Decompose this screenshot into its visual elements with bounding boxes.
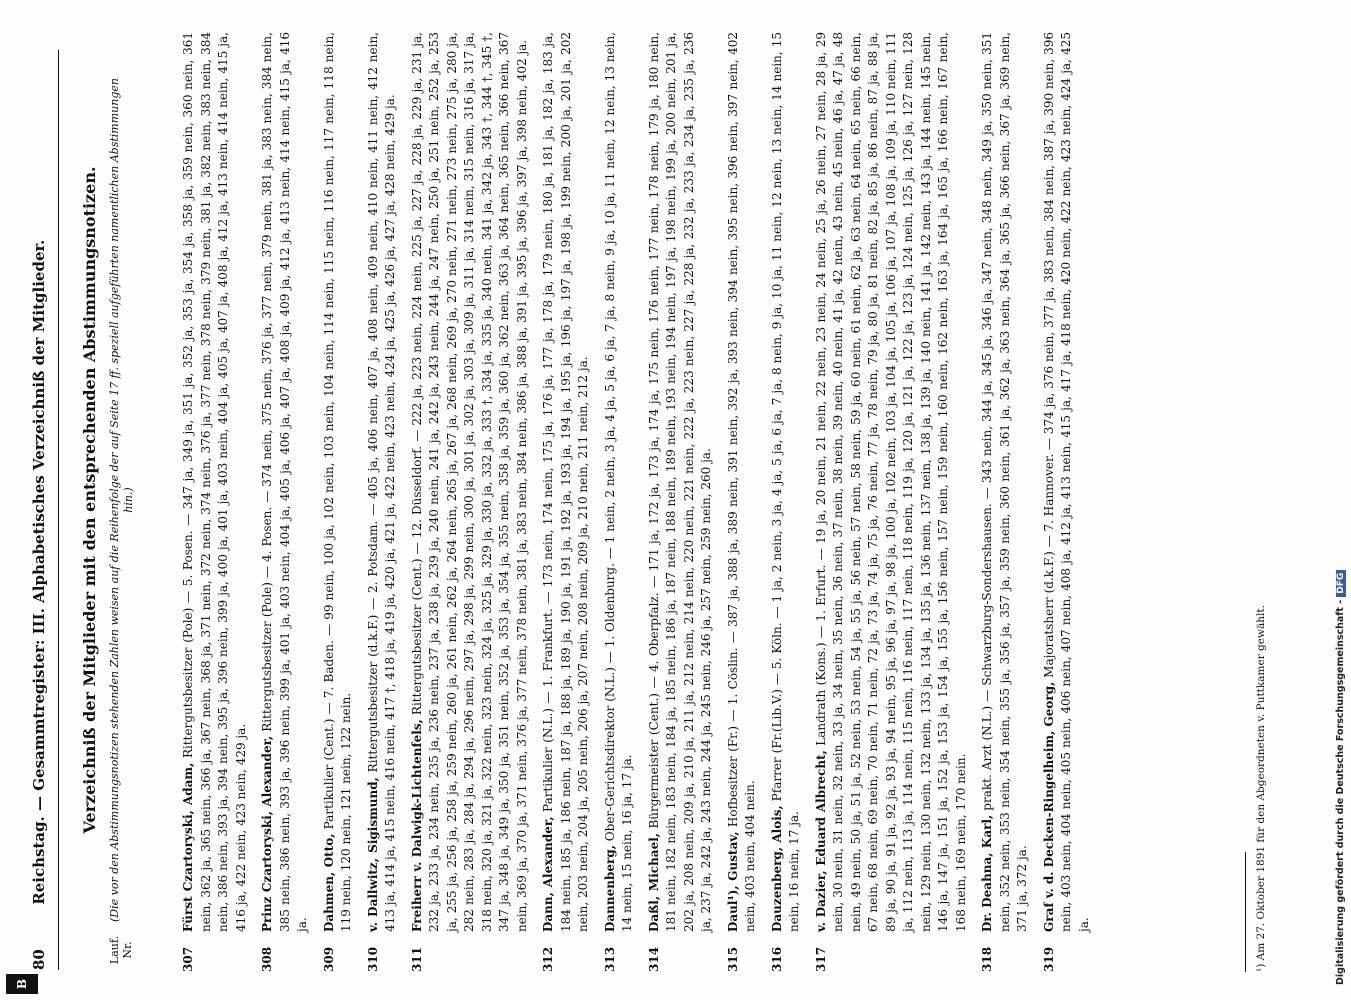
rotated-page-content [0,20,1300,1000]
entry-number: 316 [769,946,784,972]
entry-text [646,32,716,932]
member-name: Dannenberg, [602,845,617,932]
vote-record: Pfarrer (Fr.(Lib.V.) — 5. Köln. — 1 ja, 2 nein, 3 ja, 4 ja, 5 ja, 6 ja, 7 ja, 8 nein, 9 ja, 10 ja, 11 nein, 12 nein, 13 nein, 14 nein, 15 nein, 16 nein, 17 ja. [769,32,801,932]
member-name: v. Dallwitz, Sigismund, [365,777,380,932]
entry-number: 311 [409,946,424,972]
entry-text [602,32,637,932]
member-entry [259,32,312,972]
vote-record: prakt. Arzt (N.L.) — Schwarzburg-Sondershausen. — 343 nein, 344 ja, 345 ja, 346 ja, 347 nein, 348 nein, 349 ja, 350 nein, 351 nein, 352 nein, 353 nein, 354 nein, 355 ja, 356 ja, 357 ja, 359 nein, 360 nein, 361 ja, 362 ja, 363 nein, 364 ja, 365 ja, 366 nein, 367 ja, 369 nein, 371 ja, 372 ja. [980,32,1029,932]
vote-record: Rittergutsbesitzer (Pole) — 4. Posen. — 374 nein, 375 nein, 376 ja, 377 nein, 379 nein, 381 ja, 383 nein, 384 nein, 385 nein, 386 nein, 393 ja, 396 nein, 399 ja, 401 ja, 403 nein, 404 ja, 405 ja, 406 ja, 407 ja, 408 ja, 409 ja, 412 ja, 413 nein, 414 nein, 415 ja, 416 ja. [260,32,309,932]
entry-text [259,32,312,932]
entry-text [813,32,971,932]
vote-record: Partikulier (Cent.) — 7. Baden. — 99 nein, 100 ja, 102 nein, 103 nein, 104 nein, 114 nein, 115 nein, 116 nein, 117 nein, 118 nein, 119 nein, 120 nein, 121 nein, 122 nein. [321,32,353,932]
entry-text [321,32,356,932]
footnote-rule [1245,852,1246,972]
section-subtitle: (Die vor den Abstimmungsnotizen stehenden Zahlen weisen auf die Reihenfolge der auf Seite 17 ff. speziell aufgeführten namentlichen Abstimmungen hin.) [108,78,135,922]
entry-number: 312 [541,946,555,972]
member-name: Dr. Deahna, Karl, [980,814,994,932]
entry-number: 315 [725,946,740,972]
header-rule [58,50,59,970]
section-title: Verzeichniß der Mitglieder mit den entsprechenden Abstimmungsnotizen. [80,166,99,834]
entry-number: 318 [980,946,994,972]
member-entry [725,32,760,972]
member-entry [180,32,250,972]
entry-text [409,32,532,932]
member-entry [813,32,971,972]
column-header-lauf-nr: Lauf. Nr. [108,935,134,965]
member-entry [540,32,593,972]
entry-number: 314 [646,946,661,972]
entry-text [1041,32,1094,932]
running-title: Reichstag. — Gesammtregister: III. Alphabetisches Verzeichniß der Mitglieder. [30,239,48,905]
member-name: Freiherr v. Dalwigk-Lichtenfels, [409,719,424,932]
member-name: Dahmen, Otto, [321,833,336,932]
vote-record: Rittergutsbesitzer (Pole) — 5. Posen. — 347 ja, 349 ja, 351 ja, 352 ja, 353 ja, 354 ja, 358 ja, 359 nein, 360 nein, 361 nein, 362 ja, 365 nein, 366 ja, 367 nein, 368 ja, 371 nein, 372 nein, 374 nein, 376 ja, 377 nein, 378 nein, 379 nein, 381 ja, 382 nein, 383 nein, 384 nein, 386 nein, 393 ja, 394 nein, 395 ja, 396 nein, 399 ja, 400 ja, 401 ja, 403 nein, 404 ja, 405 ja, 407 ja, 408 ja, 412 ja, 413 nein, 414 nein, 415 ja, 416 ja, 422 nein, 423 nein, 429 ja. [181,32,248,932]
dfg-badge: DFG [1336,570,1346,597]
member-entry [1041,32,1094,972]
member-name: Prinz Czartoryski, Alexander, [260,735,274,932]
member-entry [646,32,716,972]
entry-text [365,32,400,932]
page-number: 80 [30,949,48,970]
entry-text [725,32,760,932]
member-name: Dann, Alexander, [541,816,555,932]
digitization-credit [1335,570,1346,985]
vote-record: Majoratsherr (d.k.F.) — 7. Hannover. — 374 ja, 376 nein, 377 ja, 383 nein, 384 nein, 387 ja, 390 nein, 396 nein, 403 nein, 404 nein, 405 nein, 406 nein, 407 nein, 408 ja, 412 ja, 413 nein, 415 ja, 417 ja, 418 nein, 420 nein, 422 nein, 423 nein, 424 ja, 425 ja. [1041,32,1091,932]
vote-record: Landrath (Kons.) — 1. Erfurt. — 19 ja, 20 nein, 21 nein, 22 nein, 23 nein, 24 nein, 25 ja, 26 nein, 27 nein, 28 ja, 29 nein, 30 nein, 31 nein, 32 nein, 33 ja, 34 nein, 35 nein, 36 nein, 37 nein, 38 nein, 39 nein, 40 nein, 41 ja, 42 nein, 43 nein, 45 nein, 46 ja, 47 ja, 48 nein, 49 nein, 50 ja, 51 ja, 52 nein, 53 nein, 54 ja, 55 ja, 56 nein, 57 nein, 58 nein, 59 ja, 60 nein, 61 nein, 62 ja, 63 nein, 64 nein, 65 nein, 66 nein, 67 nein, 68 nein, 69 nein, 70 nein, 71 nein, 72 ja, 73 ja, 74 ja, 75 ja, 76 nein, 77 ja, 78 nein, 79 ja, 80 ja, 81 nein, 82 ja, 85 ja, 86 nein, 87 ja, 88 ja, 89 ja, 90 ja, 91 ja, 92 ja, 93 ja, 94 nein, 95 ja, 96 ja, 97 ja, 98 ja, 100 ja, 102 nein, 103 ja, 104 ja, 105 ja, 106 ja, 107 ja, 108 ja, 109 ja, 110 nein, 111 ja, 112 nein, 113 ja, 114 nein, 115 nein, 116 nein, 117 nein, 118 nein, 119 ja, 120 ja, 121 ja, 122 ja, 123 ja, 124 nein, 125 ja, 126 ja, 127 nein, 128 nein, 129 nein, 130 nein, 132 nein, 133 ja, 134 ja, 135 ja, 136 nein, 137 nein, 138 ja, 139 ja, 140 nein, 141 ja, 142 nein, 143 ja, 144 nein, 145 nein, 146 ja, 147 ja, 151 ja, 152 ja, 153 ja, 154 ja, 155 ja, 156 nein, 157 nein, 159 nein, 160 nein, 162 nein, 163 ja, 164 ja, 165 ja, 166 nein, 167 nein, 168 nein, 169 nein, 170 nein. [813,32,968,932]
member-entry [365,32,400,972]
entry-text [769,32,804,932]
vote-record: Bürgermeister (Cent.) — 4. Oberpfalz. — 171 ja, 172 ja, 173 ja, 174 ja, 175 nein, 176 nein, 177 nein, 178 nein, 179 ja, 180 nein, 181 nein, 182 nein, 183 nein, 184 ja, 185 nein, 186 ja, 187 nein, 188 nein, 189 nein, 193 nein, 194 nein, 197 ja, 198 nein, 199 ja, 200 nein, 201 ja, 202 ja, 208 nein, 209 ja, 210 ja, 211 ja, 212 nein, 214 nein, 220 nein, 221 nein, 222 ja, 223 nein, 227 ja, 228 ja, 232 ja, 233 ja, 234 ja, 235 ja, 236 ja, 237 ja, 242 ja, 243 nein, 244 ja, 245 nein, 246 ja, 257 nein, 259 nein, 260 ja. [646,32,713,932]
vote-record: Rittergutsbesitzer (Cent.) — 12. Düsseldorf. — 222 ja, 223 nein, 224 nein, 225 ja, 227 ja, 228 ja, 229 ja, 231 ja, 232 ja, 233 ja, 234 nein, 235 ja, 236 nein, 237 ja, 238 ja, 239 ja, 240 nein, 241 ja, 242 ja, 243 nein, 244 ja, 247 nein, 250 ja, 251 nein, 252 ja, 253 ja, 255 ja, 256 ja, 258 ja, 259 nein, 260 ja, 261 nein, 262 ja, 264 nein, 265 ja, 267 ja, 268 nein, 269 ja, 270 nein, 271 nein, 273 nein, 275 ja, 280 ja, 282 nein, 283 ja, 284 ja, 294 ja, 296 nein, 297 ja, 298 ja, 299 nein, 300 ja, 301 ja, 302 ja, 303 ja, 309 ja, 311 ja, 314 nein, 315 nein, 316 ja, 317 ja, 318 nein, 320 ja, 321 ja, 322 nein, 323 nein, 324 ja, 325 ja, 329 ja, 330 ja, 332 ja, 333 †, 334 ja, 335 ja, 340 nein, 341 ja, 342 ja, 343 †, 344 †, 345 †, 347 ja, 348 ja, 349 ja, 350 ja, 351 nein, 352 ja, 353 ja, 354 ja, 355 nein, 358 ja, 359 ja, 360 ja, 362 nein, 363 ja, 364 nein, 365 nein, 366 nein, 367 nein, 369 ja, 370 ja, 371 nein, 376 ja, 377 nein, 378 nein, 381 ja, 383 nein, 384 nein, 386 ja, 388 ja, 391 ja, 395 ja, 396 ja, 397 ja, 398 nein, 402 ja. [409,32,529,932]
member-entry [321,32,356,972]
member-name: Daßl, Michael, [646,833,661,932]
entry-text [979,32,1032,932]
member-name: Dauzenberg, Alois, [769,805,784,932]
vote-record: Rittergutsbesitzer (d.k.F.) — 2. Potsdam. — 405 ja, 406 nein, 407 ja, 408 nein, 409 nein, 410 nein, 411 nein, 412 nein, 413 ja, 414 ja, 415 nein, 416 nein, 417 †, 418 ja, 419 ja, 420 ja, 421 ja, 422 nein, 423 nein, 424 ja, 425 ja, 426 ja, 427 ja, 428 nein, 429 ja. [365,32,397,932]
library-logo: B [6,974,38,994]
member-name: Fürst Czartoryski, Adam, [181,762,195,932]
vote-record: Partikulier (N.L.) — 1. Frankfurt. — 173 nein, 174 nein, 175 ja, 176 ja, 177 ja, 178 ja, 179 nein, 180 ja, 181 ja, 182 ja, 183 ja, 184 nein, 185 ja, 186 nein, 187 ja, 188 ja, 189 ja, 190 ja, 191 ja, 192 ja, 193 ja, 194 ja, 195 ja, 196 ja, 197 ja, 198 ja, 199 nein, 200 ja, 201 ja, 202 nein, 203 nein, 204 ja, 205 nein, 206 ja, 207 nein, 208 nein, 209 ja, 210 nein, 211 nein, 212 ja. [541,32,590,932]
running-header [30,50,48,970]
entry-number: 317 [813,946,828,972]
member-name: Graf v. d. Decken-Ringelheim, Georg, [1041,681,1056,932]
member-entry [769,32,804,972]
entry-number: 313 [602,946,617,972]
entry-text [180,32,250,932]
entry-number: 308 [260,946,274,972]
entry-number: 319 [1041,946,1056,972]
member-entry [979,32,1032,972]
member-entry [602,32,637,972]
entry-number: 309 [321,946,336,972]
footnote: ¹) Am 27. Oktober 1891 für den Abgeordneten v. Puttkamer gewählt. [1255,605,1267,972]
vote-record: Hofbesitzer (Fr.) — 1. Cöslin. — 387 ja, 388 ja, 389 nein, 391 nein, 392 ja, 393 nein, 394 nein, 395 nein, 396 nein, 397 nein, 402 nein, 403 nein, 404 nein. [725,32,757,932]
vote-record: Ober-Gerichtsdirektor (N.L.) — 1. Oldenburg. — 1 nein, 2 nein, 3 ja, 4 ja, 5 ja, 6 ja, 7 ja, 8 nein, 9 ja, 10 ja, 11 nein, 12 nein, 13 nein, 14 nein, 15 nein, 16 ja, 17 ja. [602,32,634,932]
member-entry [409,32,532,972]
member-name: v. Dazier, Eduard Albrecht, [813,750,828,932]
member-name: Daul¹), Gustav, [725,831,740,932]
credit-text: Digitalisierung gefördert durch die Deutsche Forschungsgemeinschaft - [1335,599,1346,985]
entry-number: 310 [365,946,380,972]
entry-number: 307 [181,946,195,972]
entry-text [540,32,593,932]
member-entries [180,32,1102,972]
